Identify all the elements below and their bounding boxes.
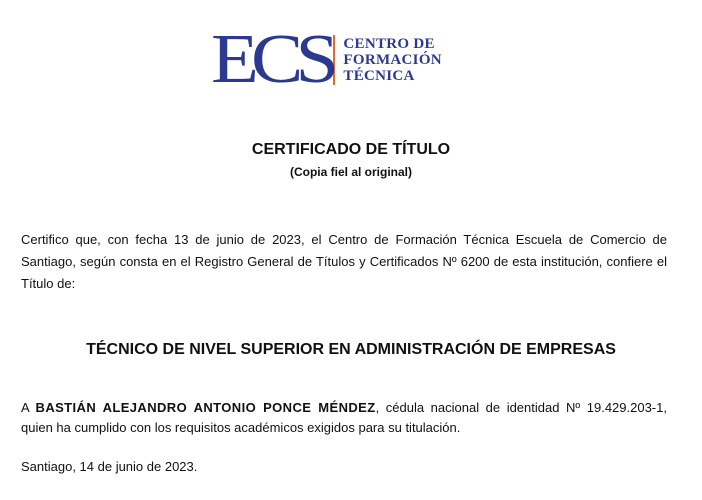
logo-line-3: TÉCNICA — [343, 68, 415, 84]
institution-logo — [211, 21, 442, 98]
logo-divider — [333, 35, 335, 85]
recipient-name: BASTIÁN ALEJANDRO ANTONIO PONCE MÉNDEZ — [35, 400, 376, 415]
place-and-date: Santiago, 14 de junio de 2023. — [21, 459, 198, 474]
certification-paragraph: Certifico que, con fecha 13 de junio de 2023, el Centro de Formación Técnica Escuela de Comercio de Santiago, según consta en el Registro General de Títulos y Certificados Nº 6200 de esta institución, confiere el Título de: — [21, 232, 667, 291]
logo-text — [343, 36, 442, 84]
degree-title: TÉCNICO DE NIVEL SUPERIOR EN ADMINISTRACIÓN DE EMPRESAS — [86, 341, 616, 358]
logo-mark: ECS — [211, 21, 332, 98]
logo-line-1: CENTRO DE — [343, 36, 435, 52]
recipient-prefix: A — [21, 400, 36, 415]
recipient-paragraph — [21, 398, 667, 438]
recipient-details: , cédula nacional de identidad Nº 19.429.203-1, quien ha cumplido con los requisitos académicos exigidos para su titulación. — [21, 400, 667, 435]
document-subtitle: (Copia fiel al original) — [289, 165, 412, 179]
document-title: CERTIFICADO DE TÍTULO — [251, 141, 451, 158]
logo-line-2: FORMACIÓN — [343, 52, 442, 68]
